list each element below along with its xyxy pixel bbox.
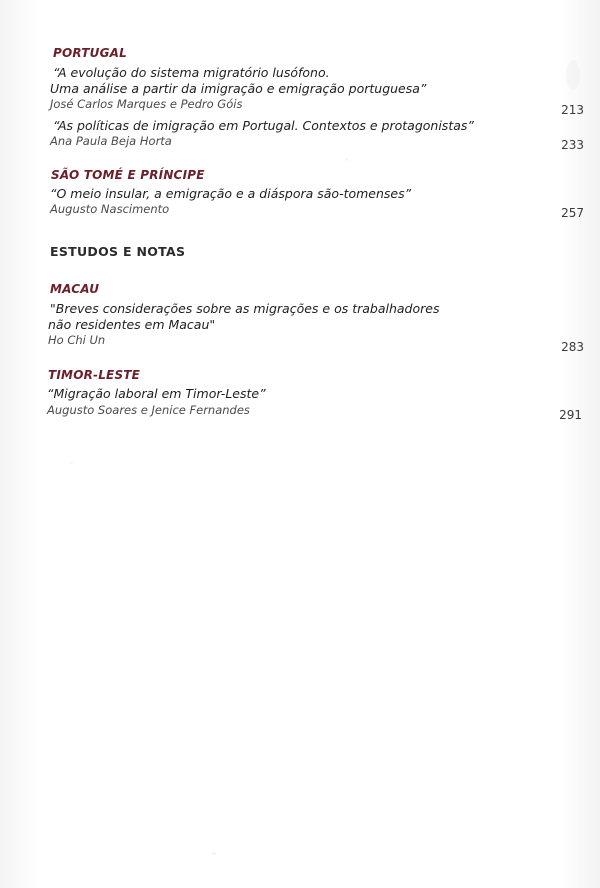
- entry-author: José Carlos Marques e Pedro Góis: [50, 97, 243, 111]
- section-title-timor-leste: TIMOR-LESTE: [48, 368, 141, 382]
- entry-page-number: 257: [561, 206, 584, 220]
- entry-page-number: 283: [561, 340, 584, 354]
- entry-author: Ho Chi Un: [48, 333, 106, 347]
- section-title-macau: MACAU: [50, 282, 100, 296]
- section-title-sao-tome: SÃO TOMÉ E PRÍNCIPE: [51, 168, 205, 182]
- entry-page-number: 291: [559, 408, 582, 422]
- section-title-portugal: PORTUGAL: [53, 46, 128, 60]
- entry-title-line: “A evolução do sistema migratório lusófono.: [53, 65, 330, 80]
- entry-page-number: 233: [561, 138, 584, 152]
- entry-author: Ana Paula Beja Horta: [50, 134, 172, 148]
- entry-title-line: “As políticas de imigração em Portugal. Contextos e protagonistas”: [53, 118, 474, 133]
- entry-title-line: “O meio insular, a emigração e a diáspora são-tomenses”: [50, 186, 412, 201]
- heading-estudos-e-notas: ESTUDOS E NOTAS: [50, 244, 186, 259]
- entry-title-line: “Migração laboral em Timor-Leste”: [47, 386, 266, 401]
- entry-author: Augusto Soares e Jenice Fernandes: [47, 403, 250, 417]
- entry-page-number: 213: [561, 103, 584, 117]
- scan-speck: [70, 462, 73, 464]
- entry-author: Augusto Nascimento: [50, 202, 170, 216]
- scan-speck: [345, 158, 348, 161]
- entry-title-line: não residentes em Macau": [48, 317, 216, 332]
- scan-speck: [212, 852, 216, 855]
- scan-bleed: [566, 60, 580, 90]
- entry-title-line: "Breves considerações sobre as migrações e os trabalhadores: [50, 301, 440, 316]
- entry-title-line: Uma análise a partir da imigração e emigração portuguesa”: [50, 81, 427, 96]
